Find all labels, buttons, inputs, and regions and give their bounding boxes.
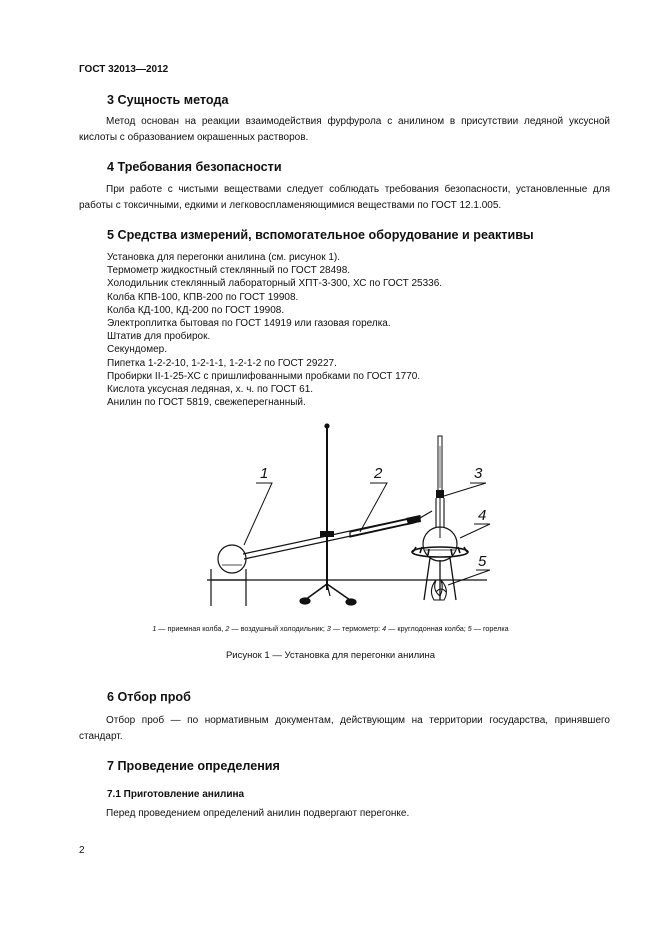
legend-num: 5	[467, 624, 472, 633]
stand-leg	[305, 584, 327, 600]
section-3-title: 3 Сущность метода	[107, 93, 229, 107]
air-condenser-tube	[243, 516, 420, 554]
air-condenser-joint	[406, 515, 421, 524]
stand-foot	[300, 598, 310, 604]
callout-label-3: 3	[474, 465, 483, 482]
legend-text: — воздушный холодильник;	[229, 624, 327, 633]
section-7-title: 7 Проведение определения	[107, 759, 280, 773]
section-6-title: 6 Отбор проб	[107, 690, 191, 704]
leader-line-3	[444, 483, 486, 496]
list-item: Колба КПВ-100, КПВ-200 по ГОСТ 19908.	[107, 291, 299, 303]
legend-num: 4	[382, 624, 387, 633]
section-4-title: 4 Требования безопасности	[107, 160, 282, 174]
page-number: 2	[79, 845, 85, 856]
list-item: Штатив для пробирок.	[107, 331, 211, 343]
section-7-text	[79, 806, 610, 822]
figure-caption: Рисунок 1 — Установка для перегонки анилина	[225, 650, 436, 661]
section-7-paragraph: Перед проведением определений анилин подвергают перегонке.	[106, 808, 410, 819]
list-item: Установка для перегонки анилина (см. рисунок 1).	[107, 252, 341, 263]
list-item: Колба КД-100, КД-200 по ГОСТ 19908.	[107, 304, 285, 316]
tripod-leg	[450, 558, 456, 600]
section-4-paragraph: При работе с чистыми веществами следует соблюдать требования безопасности, установленные для работы с токсичными, едкими и легковоспламеняющимися веществами по ГОСТ 12.1.005.	[79, 184, 610, 211]
flask-side-arm	[420, 511, 432, 518]
burner-flame-inner	[436, 589, 446, 592]
legend-text: — термометр:	[330, 624, 383, 633]
section-5-title: 5 Средства измерений, вспомогательное оборудование и реактивы	[107, 228, 534, 242]
subsection-7-1-title: 7.1 Приготовление анилина	[107, 789, 245, 800]
callout-label-1: 1	[260, 465, 269, 482]
section-3-paragraph: Метод основан на реакции взаимодействия фурфурола с анилином в присутствии ледяной уксусной кислоты с образованием окрашенных растворов.	[79, 116, 610, 143]
list-item: Холодильник стеклянный лабораторный ХПТ-3-300, ХС по ГОСТ 25336.	[107, 278, 443, 290]
stand-leg	[327, 584, 350, 600]
tripod-leg	[424, 558, 430, 600]
legend-text: — горелка	[471, 624, 509, 633]
list-item: Кислота уксусная ледяная, х. ч. по ГОСТ 61.	[107, 384, 314, 396]
list-item: Секундомер.	[107, 344, 167, 356]
stand-rod-top	[325, 424, 329, 428]
leader-line-1	[244, 483, 272, 545]
list-item: Пробирки II-1-25-ХС с пришлифованными пробками по ГОСТ 1770.	[107, 370, 421, 382]
callout-label-2: 2	[374, 465, 383, 482]
callout-label-4: 4	[478, 507, 487, 524]
thermometer-stopper	[436, 490, 444, 498]
section-6-text	[79, 713, 610, 745]
legend-text: — круглодонная колба;	[386, 624, 468, 633]
support-box	[211, 580, 246, 606]
receiving-flask	[218, 545, 246, 573]
heating-ring-teeth	[413, 547, 467, 555]
figure-legend	[0, 624, 661, 633]
list-item: Термометр жидкостный стеклянный по ГОСТ 28498.	[107, 265, 351, 277]
legend-num: 3	[326, 624, 331, 633]
legend-num: 1	[152, 624, 157, 633]
section-6-paragraph: Отбор проб — по нормативным документам, действующим на территории государства, принявшего стандарт.	[79, 715, 610, 742]
list-item: Анилин по ГОСТ 5819, свежеперегнанный.	[107, 397, 306, 409]
callout-label-5: 5	[478, 553, 487, 570]
list-item: Пипетка 1-2-2-10, 1-2-1-1, 1-2-1-2 по ГОСТ 29227.	[107, 357, 337, 369]
leader-line-5	[448, 570, 490, 585]
legend-num: 2	[225, 624, 230, 633]
page-header: ГОСТ 32013—2012	[79, 64, 169, 75]
stand-foot	[346, 599, 356, 605]
list-item: Электроплитка бытовая по ГОСТ 14919 или газовая горелка.	[107, 318, 391, 330]
legend-text: — приемная колба,	[156, 624, 226, 633]
leader-line-4	[460, 524, 490, 538]
